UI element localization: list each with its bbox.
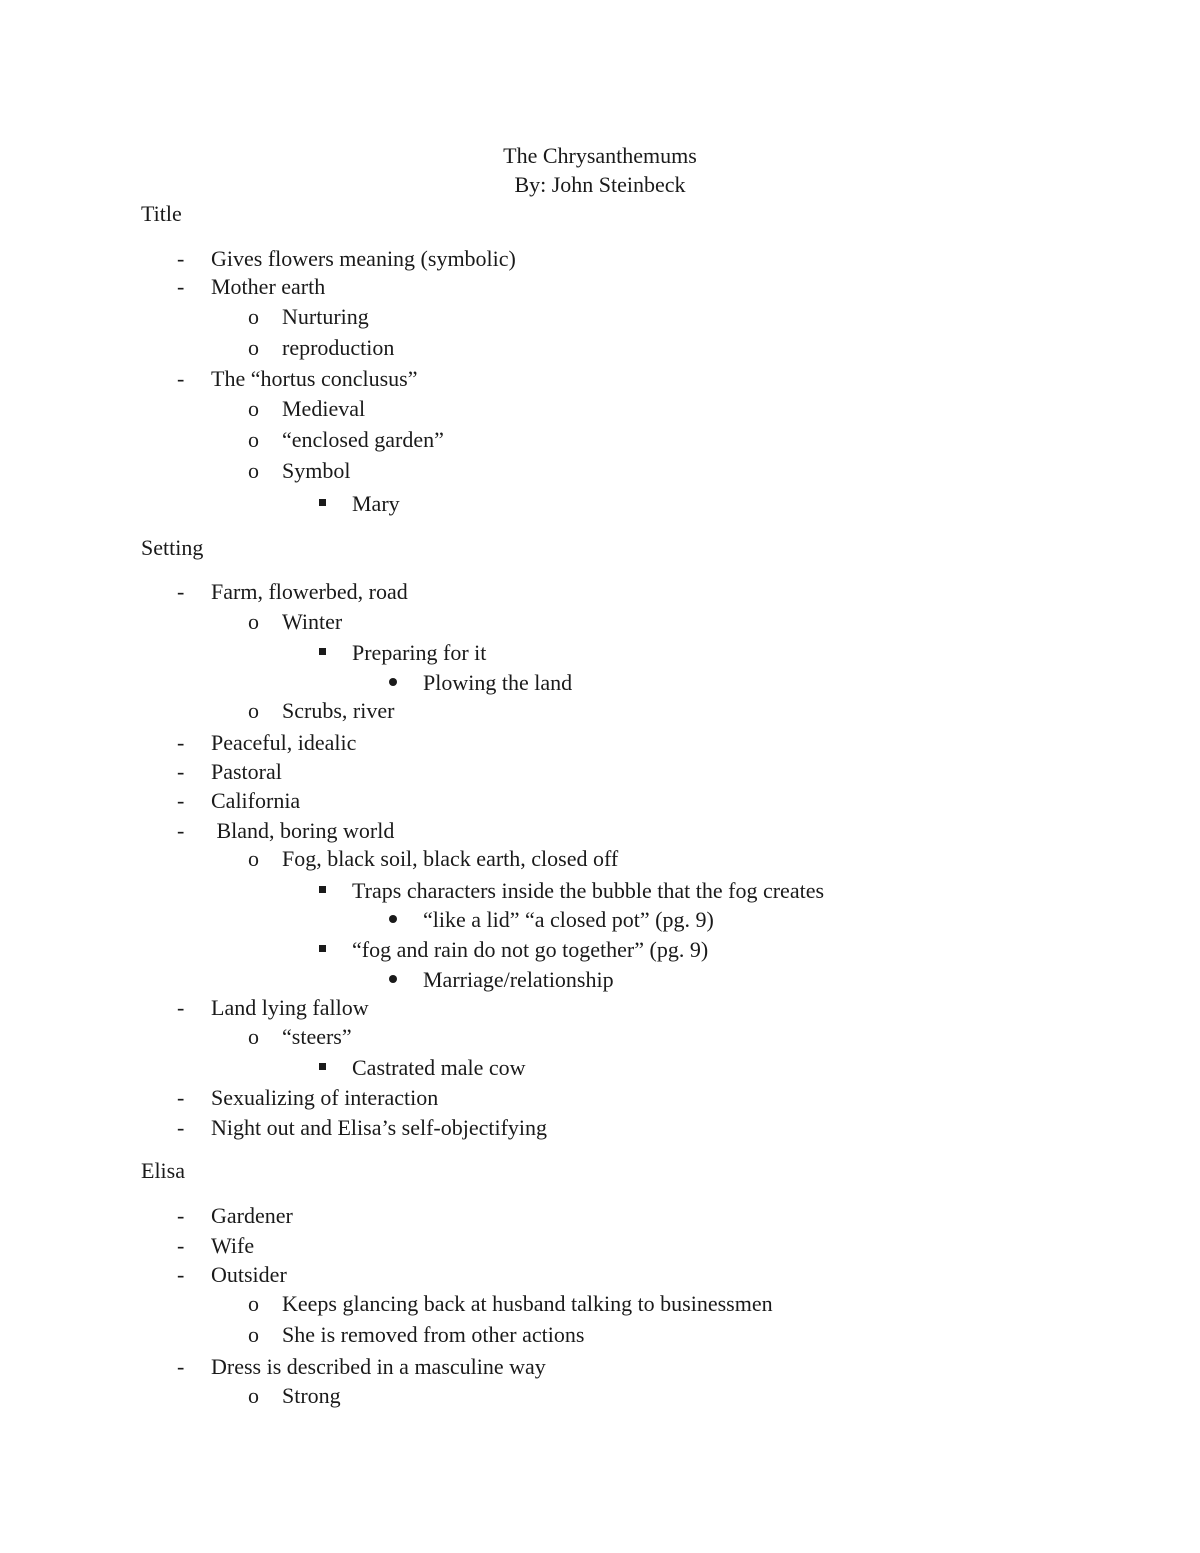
list-item: Farm, flowerbed, road	[211, 579, 408, 604]
dash-bullet: -	[177, 1262, 185, 1287]
square-bullet-icon	[319, 1063, 326, 1070]
circle-bullet: o	[248, 304, 259, 329]
dash-bullet: -	[177, 759, 185, 784]
circle-bullet: o	[248, 396, 259, 421]
circle-bullet: o	[248, 609, 259, 634]
list-item: Land lying fallow	[211, 995, 369, 1020]
circle-bullet: o	[248, 1383, 259, 1408]
section-heading-elisa: Elisa	[141, 1158, 185, 1183]
dash-bullet: -	[177, 788, 185, 813]
circle-bullet: o	[248, 1322, 259, 1347]
list-item: Medieval	[282, 396, 366, 421]
list-item: Peaceful, idealic	[211, 730, 357, 755]
dash-bullet: -	[177, 1354, 185, 1379]
list-item: The “hortus conclusus”	[211, 366, 418, 391]
list-item: Dress is described in a masculine way	[211, 1354, 546, 1379]
round-bullet-icon	[389, 915, 397, 923]
square-bullet-icon	[319, 945, 326, 952]
round-bullet-icon	[389, 975, 397, 983]
circle-bullet: o	[248, 335, 259, 360]
list-item: She is removed from other actions	[282, 1322, 585, 1347]
dash-bullet: -	[177, 366, 185, 391]
list-item: Preparing for it	[352, 640, 487, 665]
list-item: reproduction	[282, 335, 395, 360]
list-item: Gardener	[211, 1203, 293, 1228]
list-item: Castrated male cow	[352, 1055, 526, 1080]
circle-bullet: o	[248, 698, 259, 723]
dash-bullet: -	[177, 730, 185, 755]
list-item: “steers”	[282, 1024, 352, 1049]
list-item: Fog, black soil, black earth, closed off	[282, 846, 619, 871]
dash-bullet: -	[177, 1085, 185, 1110]
document-author: By: John Steinbeck	[514, 172, 686, 197]
dash-bullet: -	[177, 818, 185, 843]
dash-bullet: -	[177, 1115, 185, 1140]
list-item: Scrubs, river	[282, 698, 395, 723]
list-item: Marriage/relationship	[423, 967, 614, 992]
round-bullet-icon	[389, 678, 397, 686]
list-item: Keeps glancing back at husband talking to businessmen	[282, 1291, 773, 1316]
list-item: California	[211, 788, 301, 813]
list-item: Traps characters inside the bubble that the fog creates	[352, 878, 825, 903]
document-title: The Chrysanthemums	[503, 143, 697, 168]
list-item: Mary	[352, 491, 400, 516]
list-item: Sexualizing of interaction	[211, 1085, 439, 1110]
circle-bullet: o	[248, 1024, 259, 1049]
list-item: Bland, boring world	[211, 818, 395, 843]
square-bullet-icon	[319, 499, 326, 506]
dash-bullet: -	[177, 579, 185, 604]
dash-bullet: -	[177, 995, 185, 1020]
section-heading-title: Title	[141, 201, 182, 226]
list-item: Gives flowers meaning (symbolic)	[211, 246, 516, 271]
list-item: “fog and rain do not go together” (pg. 9)	[352, 937, 709, 962]
section-heading-setting: Setting	[141, 535, 204, 560]
dash-bullet: -	[177, 274, 185, 299]
square-bullet-icon	[319, 886, 326, 893]
list-item: Symbol	[282, 458, 351, 483]
circle-bullet: o	[248, 1291, 259, 1316]
list-item: Pastoral	[211, 759, 282, 784]
list-item: Wife	[211, 1233, 255, 1258]
dash-bullet: -	[177, 1203, 185, 1228]
circle-bullet: o	[248, 427, 259, 452]
list-item: Winter	[282, 609, 343, 634]
circle-bullet: o	[248, 846, 259, 871]
list-item: Strong	[282, 1383, 341, 1408]
dash-bullet: -	[177, 1233, 185, 1258]
list-item: Plowing the land	[423, 670, 573, 695]
dash-bullet: -	[177, 246, 185, 271]
list-item: Nurturing	[282, 304, 369, 329]
list-item: Outsider	[211, 1262, 287, 1287]
list-item: Mother earth	[211, 274, 326, 299]
list-item: “enclosed garden”	[282, 427, 444, 452]
list-item: “like a lid” “a closed pot” (pg. 9)	[423, 907, 714, 932]
list-item: Night out and Elisa’s self-objectifying	[211, 1115, 548, 1140]
circle-bullet: o	[248, 458, 259, 483]
square-bullet-icon	[319, 648, 326, 655]
